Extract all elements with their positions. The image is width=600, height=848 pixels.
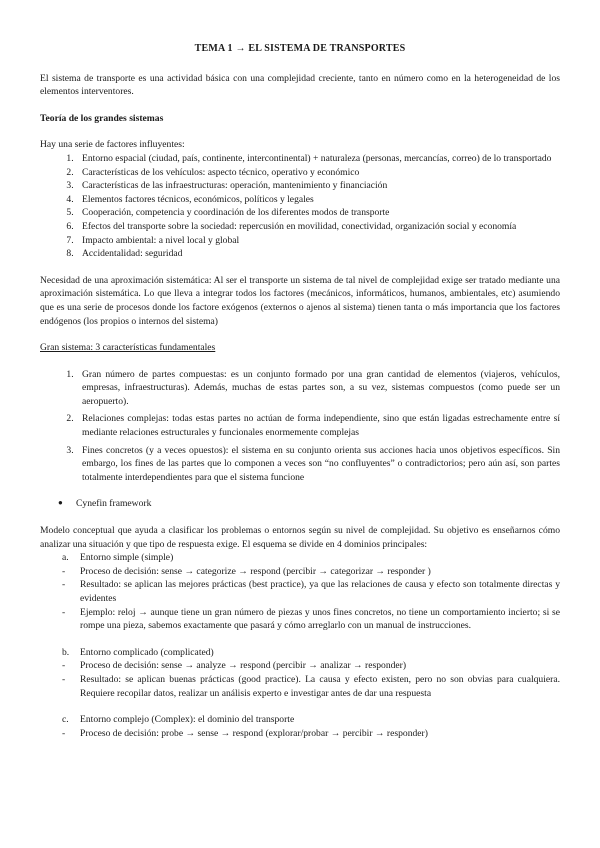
- list-item: 5. Cooperación, competencia y coordinación de los diferentes modos de transporte: [76, 206, 560, 220]
- domain-label: Entorno complicado (complicated): [80, 646, 214, 658]
- cynefin-label: Cynefin framework: [76, 498, 152, 510]
- list-item: - Proceso de decisión: sense → analyze → respond (percibir → analizar → responder): [62, 660, 407, 672]
- domain-marker: b.: [62, 646, 70, 658]
- list-item: 1. Entorno espacial (ciudad, país, continente, intercontinental) + naturaleza (personas, mercancías, correo) de lo transportado: [76, 152, 560, 166]
- list-item: - Resultado: se aplican buenas prácticas (good practice). La causa y efecto existen, pero no son obvias para cualquiera. Requiere recopilar datos, realizar un análisis experto e investigar antes de dar una respuesta: [62, 673, 560, 699]
- list-item: 4. Elementos factores técnicos, económicos, políticos y legales: [76, 193, 560, 207]
- cynefin-bullet: [40, 497, 560, 511]
- domain-simple: [40, 551, 560, 565]
- necesidad-paragraph: Necesidad de una aproximación sistemática: Al ser el transporte un sistema de tal nivel de complejidad exige ser tratado mediante una aproximación sistemática. Lo que lleva a integrar todos los factores (mecánicos, informáticos, humanos, ambientales, etc) asumiendo que es una serie de procesos donde los factore exógenos (externos o ajenos al sistema) tienen tanta o más importancia que los factores endógenos (los propios o internos del sistema): [40, 274, 560, 327]
- section-heading-gran-sistema: Gran sistema: 3 características fundamentales: [40, 342, 216, 354]
- page-title: TEMA 1 → EL SISTEMA DE TRANSPORTES: [194, 43, 406, 54]
- list-item: 3. Fines concretos (y a veces opuestos): el sistema en su conjunto orienta sus acciones hacia unos objetivos específicos. Sin embargo, los fines de las partes que lo componen a veces son “no confluyentes” o contradictorios; pero aún así, son partes totalmente interdependientes para que el sistema funcione: [76, 444, 560, 485]
- list-item: 2. Relaciones complejas: todas estas partes no actúan de forma independiente, sino que están ligadas estrechamente entre sí mediante relaciones estructurales y funcionales enormemente complejas: [76, 412, 560, 439]
- list-item: - Proceso de decisión: probe → sense → respond (explorar/probar → percibir → responder): [62, 727, 428, 739]
- section-heading-grandes-sistemas: Teoría de los grandes sistemas: [40, 112, 164, 124]
- characteristics-list: [40, 368, 560, 485]
- factors-list: [40, 152, 560, 261]
- list-item: - Proceso de decisión: sense → categorize → respond (percibir → categorizar → responder ): [62, 565, 431, 577]
- list-item: - Resultado: se aplican las mejores prácticas (best practice), ya que las relaciones de causa y efecto son totalmente directas y evidentes: [62, 579, 560, 604]
- domain-complicated: [40, 646, 560, 660]
- list-item: 8. Accidentalidad: seguridad: [76, 247, 560, 261]
- list-item: 7. Impacto ambiental: a nivel local y global: [76, 234, 560, 248]
- list-item: 1. Gran número de partes compuestas: es un conjunto formado por una gran cantidad de elementos (viajeros, vehículos, empresas, infraestructuras). Además, muchas de estas partes son, a su vez, sistemas compuestos (como puede ser un aeropuerto).: [76, 368, 560, 409]
- intro-paragraph: El sistema de transporte es una actividad básica con una complejidad creciente, tanto en número como en la heterogeneidad de los elementos interventores.: [40, 72, 560, 98]
- domain-label: Entorno complejo (Complex): el dominio del transporte: [80, 714, 295, 726]
- domain-complex: [40, 713, 560, 727]
- list-item: - Ejemplo: reloj → aunque tiene un gran número de piezas y unos fines concretos, no tiene un comportamiento incierto; si se rompe una pieza, sabemos exactamente que pasará y cómo arreglarlo con un manual de instrucciones.: [62, 606, 560, 632]
- list-item: 6. Efectos del transporte sobre la sociedad: repercusión en movilidad, conectividad, organización social y economía: [76, 220, 560, 234]
- modelo-paragraph: Modelo conceptual que ayuda a clasificar los problemas o entornos según su nivel de complejidad. Su objetivo es enseñarnos cómo analizar una situación y que tipo de respuesta exige. El esquema se divide en 4 dominios principales:: [40, 525, 560, 550]
- domain-label: Entorno simple (simple): [80, 552, 174, 564]
- document-page: [40, 42, 560, 740]
- domain-marker: a.: [62, 552, 69, 564]
- domain-marker: c.: [62, 714, 69, 726]
- list-item: 2. Características de los vehículos: aspecto técnico, operativo y económico: [76, 166, 560, 180]
- list-item: 3. Características de las infraestructuras: operación, mantenimiento y financiación: [76, 179, 560, 193]
- factors-lead: Hay una serie de factores influyentes:: [40, 139, 185, 151]
